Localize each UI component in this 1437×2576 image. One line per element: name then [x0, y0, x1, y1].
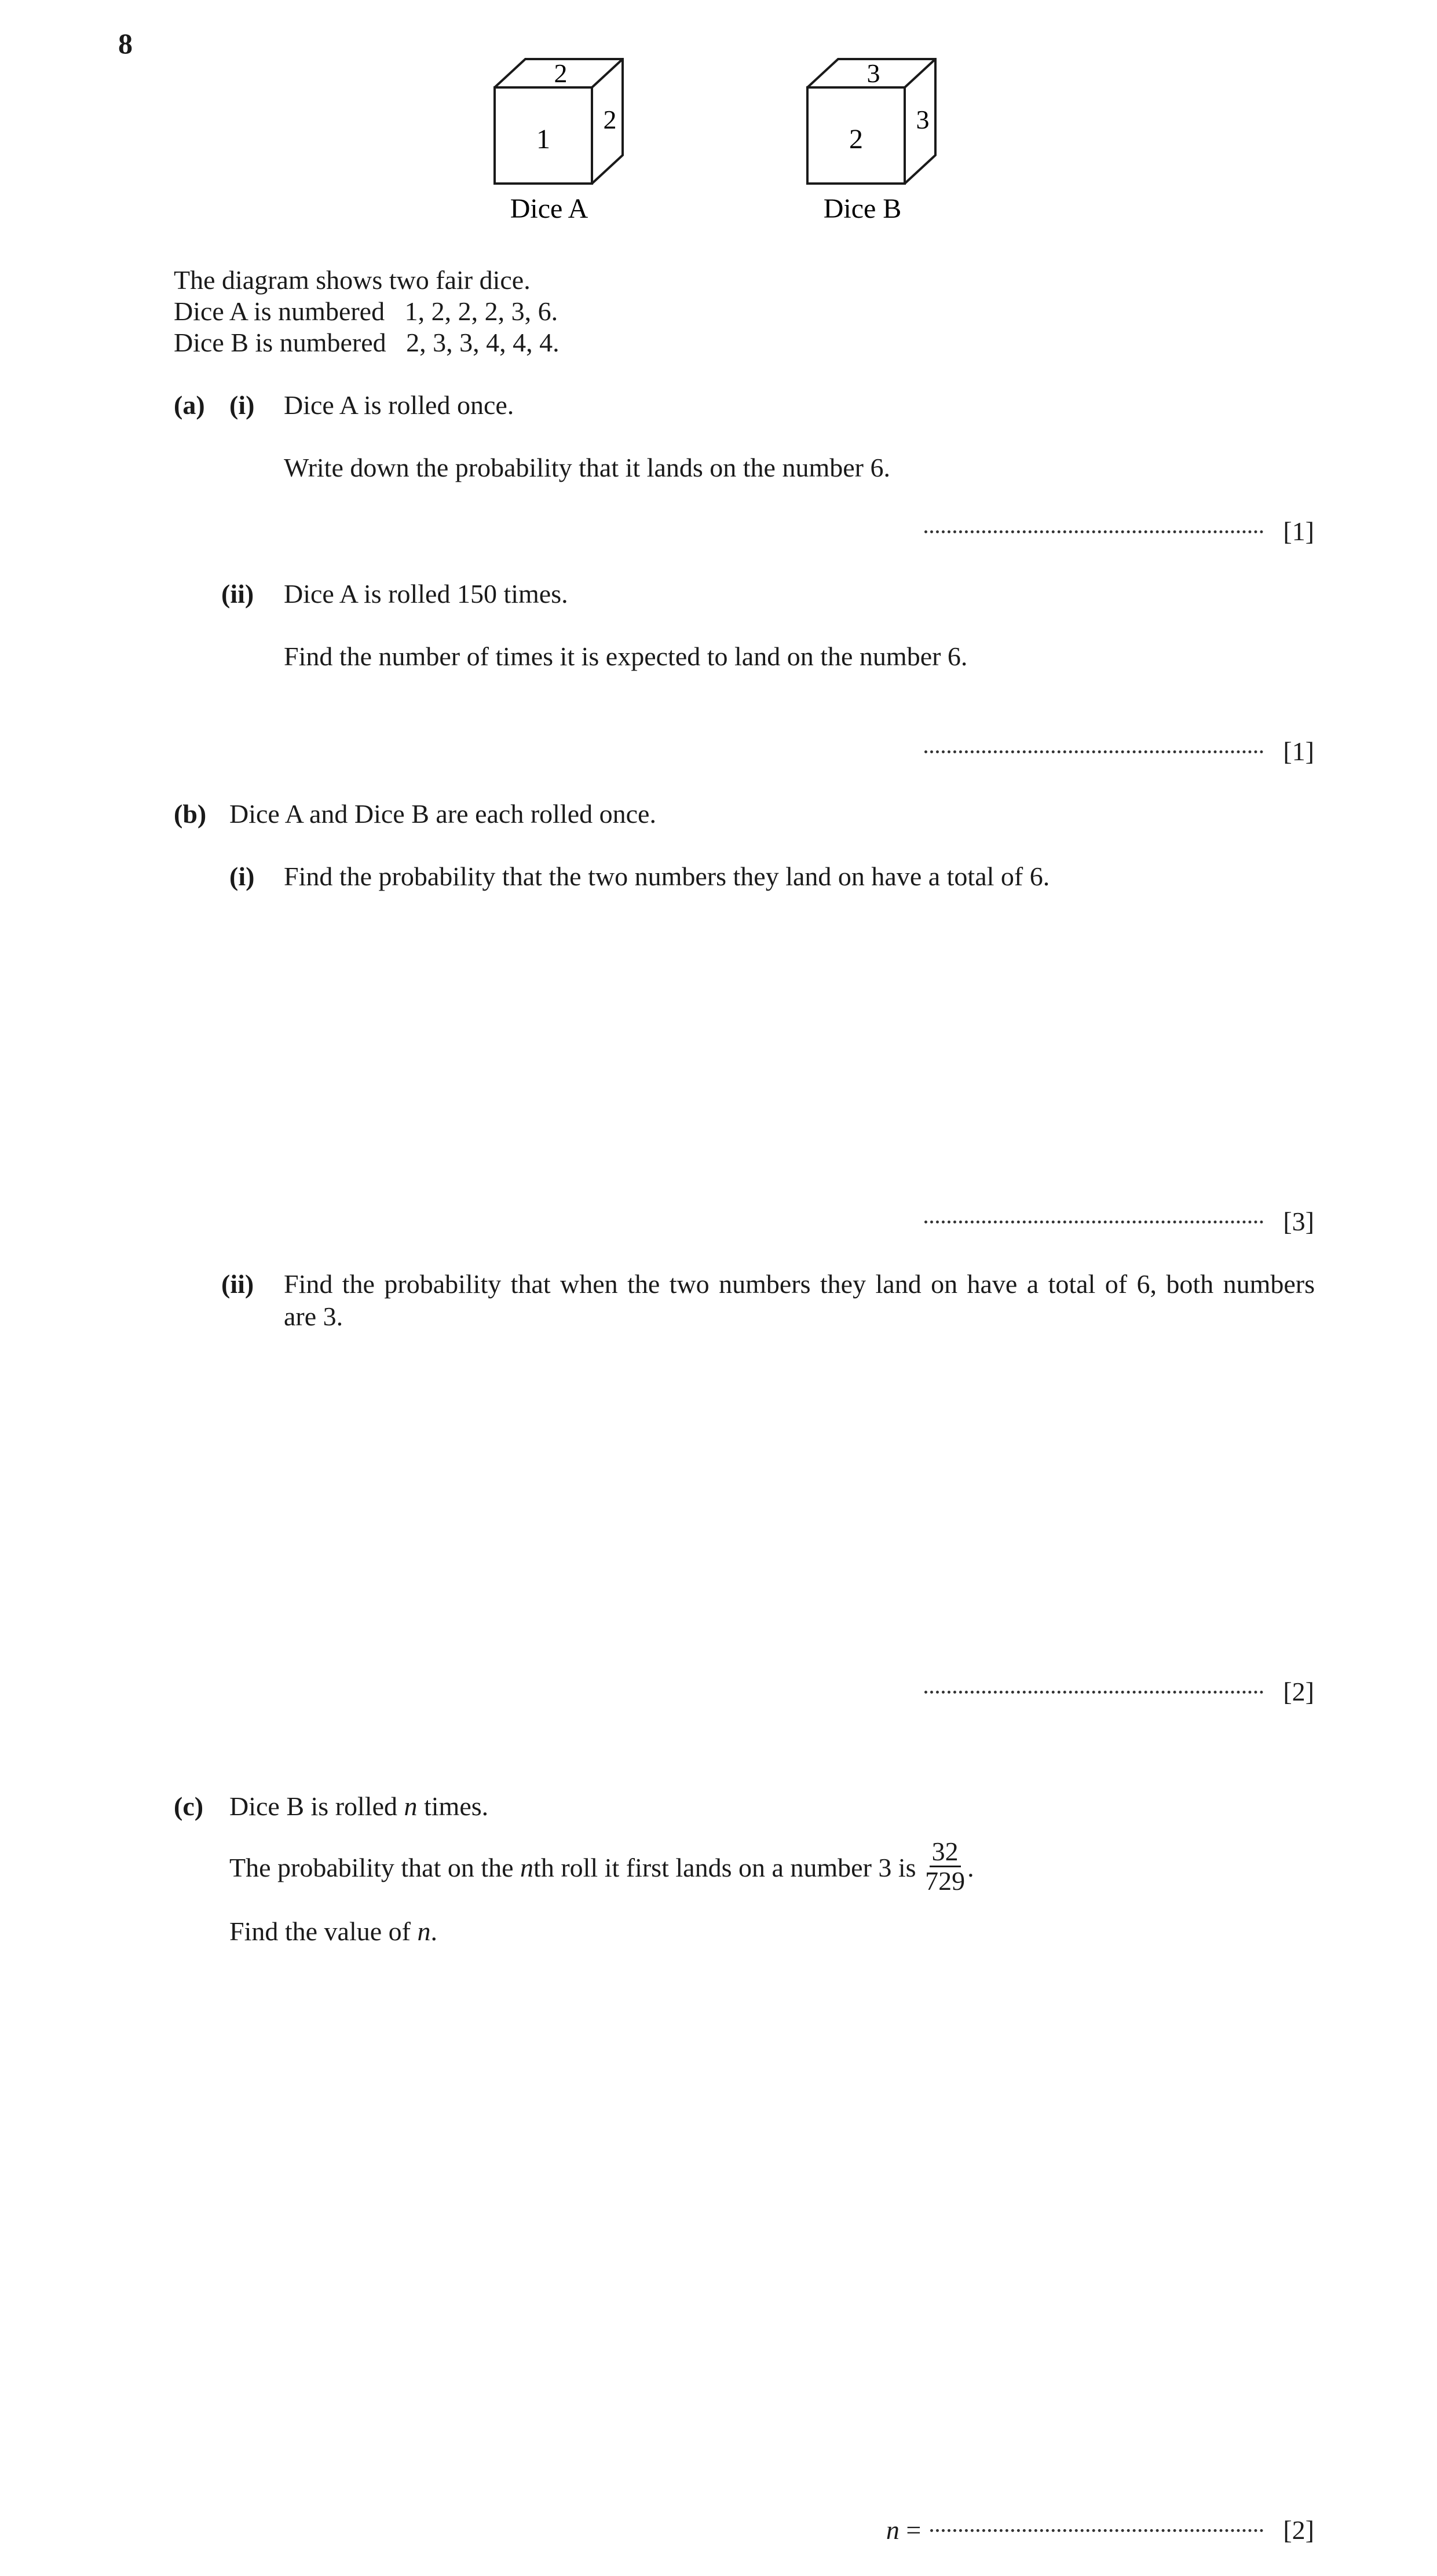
answer-line-a-i[interactable] [924, 515, 1314, 548]
dice-b-front-face: 2 [849, 124, 863, 155]
part-c-label: (c) [174, 1791, 204, 1821]
part-c-line-2 [229, 1839, 974, 1896]
question-number: 8 [118, 27, 133, 60]
part-c-line-1 [229, 1790, 488, 1823]
mark-a-i: [1] [1283, 516, 1314, 546]
part-c-line-3 [229, 1915, 437, 1948]
part-b-i-label: (i) [229, 862, 255, 891]
answer-variable-n: n [886, 2515, 900, 2545]
part-b-ii-text-1: Find the probability that when the two numbers they land on have a total of 6, both numbers [284, 1269, 1315, 1299]
fraction-denominator: 729 [925, 1866, 966, 1896]
dice-a-top-face: 2 [554, 58, 568, 88]
part-b-i-text: Find the probability that the two numbers they land on have a total of 6. [284, 862, 1050, 891]
answer-equals: = [899, 2515, 922, 2545]
probability-fraction [925, 1838, 965, 1895]
part-b-ii-text-2: are 3. [284, 1302, 343, 1331]
part-b-ii-label: (ii) [221, 1269, 254, 1299]
part-b-intro: Dice A and Dice B are each rolled once. [229, 799, 656, 829]
answer-line-b-i[interactable] [924, 1205, 1314, 1238]
intro-line-2: Dice A is numbered 1, 2, 2, 2, 3, 6. [174, 296, 558, 326]
part-c-line-3-pre: Find the value of [229, 1917, 418, 1946]
dice-a-label: Dice A [510, 193, 588, 224]
dice-a-side-face: 2 [603, 105, 617, 134]
fraction-numerator: 32 [930, 1838, 961, 1867]
answer-line-b-ii[interactable] [924, 1676, 1314, 1708]
part-c-line-1-post: times. [417, 1791, 489, 1821]
answer-line-a-ii[interactable] [924, 735, 1314, 768]
part-c-line-1-pre: Dice B is rolled [229, 1791, 404, 1821]
dice-b-top-face: 3 [866, 58, 880, 88]
answer-dots[interactable] [924, 1221, 1263, 1223]
variable-n: n [520, 1852, 534, 1882]
mark-a-ii: [1] [1283, 736, 1314, 766]
dice-diagram [0, 46, 1437, 232]
part-c-line-2-post: . [967, 1852, 974, 1882]
part-c-line-2-pre: The probability that on the [229, 1852, 521, 1882]
part-a-i-label: (i) [229, 390, 255, 420]
dice-b-side-face: 3 [916, 105, 930, 134]
mark-b-i: [3] [1283, 1207, 1314, 1236]
part-a-ii-line-2: Find the number of times it is expected to land on the number 6. [284, 642, 968, 671]
part-a-ii-label: (ii) [221, 579, 254, 609]
answer-dots[interactable] [924, 1691, 1263, 1694]
part-a-i-line-1: Dice A is rolled once. [284, 390, 514, 420]
intro-line-1: The diagram shows two fair dice. [174, 265, 531, 295]
part-b-label: (b) [174, 799, 207, 829]
answer-dots[interactable] [924, 530, 1263, 533]
mark-b-ii: [2] [1283, 1677, 1314, 1706]
answer-line-c[interactable] [886, 2514, 1314, 2546]
part-a-ii-line-1: Dice A is rolled 150 times. [284, 579, 568, 609]
part-a-label: (a) [174, 390, 205, 420]
dice-a-front-face: 1 [536, 124, 550, 155]
mark-c: [2] [1283, 2515, 1314, 2545]
variable-n: n [404, 1791, 418, 1821]
answer-dots[interactable] [930, 2529, 1263, 2532]
part-c-line-2-mid: th roll it first lands on a number 3 is [533, 1852, 923, 1882]
part-a-i-line-2: Write down the probability that it lands on the number 6. [284, 453, 890, 482]
variable-n: n [417, 1917, 431, 1946]
part-c-line-3-post: . [430, 1917, 437, 1946]
intro-line-3: Dice B is numbered 2, 3, 3, 4, 4, 4. [174, 328, 560, 357]
dice-b-label: Dice B [823, 193, 902, 224]
answer-dots[interactable] [924, 750, 1263, 753]
